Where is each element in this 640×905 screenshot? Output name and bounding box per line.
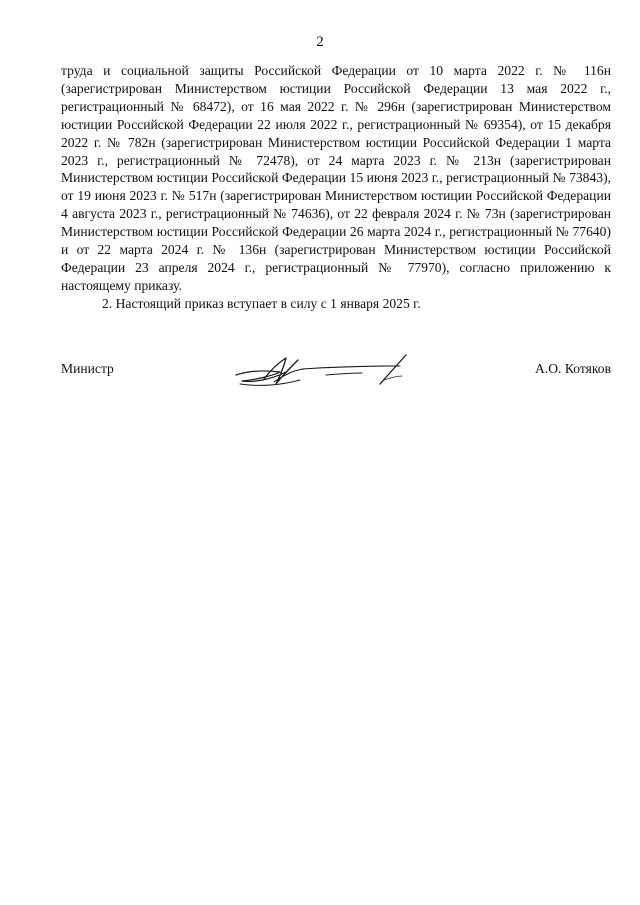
document-body [61, 62, 611, 313]
paragraph-item-2: 2. Настоящий приказ вступает в силу с 1 января 2025 г. [102, 295, 421, 311]
paragraph-continuation: труда и социальной защиты Российской Федерации от 10 марта 2022 г. № 116н (зарегистрирован Министерством юстиции Российской Федерации 13 мая 2022 г., регистрационный № 68472), от 16 мая 2022 г. № 296н (зарегистрирован Министерством юстиции Российской Федерации 22 июля 2022 г., регистрационный № 69354), от 15 декабря 2022 г. № 782н (зарегистрирован Министерством юстиции Российской Федерации 1 марта 2023 г., регистрационный № 72478), от 24 марта 2023 г. № 213н (зарегистрирован Министерством юстиции Российской Федерации 15 июня 2023 г., регистрационный № 73843), от 19 июня 2023 г. № 517н (зарегистрирован Министерством юстиции Российской Федерации 4 августа 2023 г., регистрационный № 74636), от 22 февраля 2024 г. № 73н (зарегистрирован Министерством юстиции Российской Федерации 26 марта 2024 г., регистрационный № 77640) и от 22 марта 2024 г. № 136н (зарегистрирован Министерством юстиции Российской Федерации 23 апреля 2024 г., регистрационный № 77970), согласно приложению к настоящему приказу. [61, 63, 611, 293]
signature-block [61, 358, 611, 398]
signatory-name: А.О. Котяков [535, 361, 611, 376]
signatory-title: Министр [61, 361, 114, 376]
page-number: 2 [316, 34, 324, 50]
handwritten-signature [234, 354, 410, 390]
